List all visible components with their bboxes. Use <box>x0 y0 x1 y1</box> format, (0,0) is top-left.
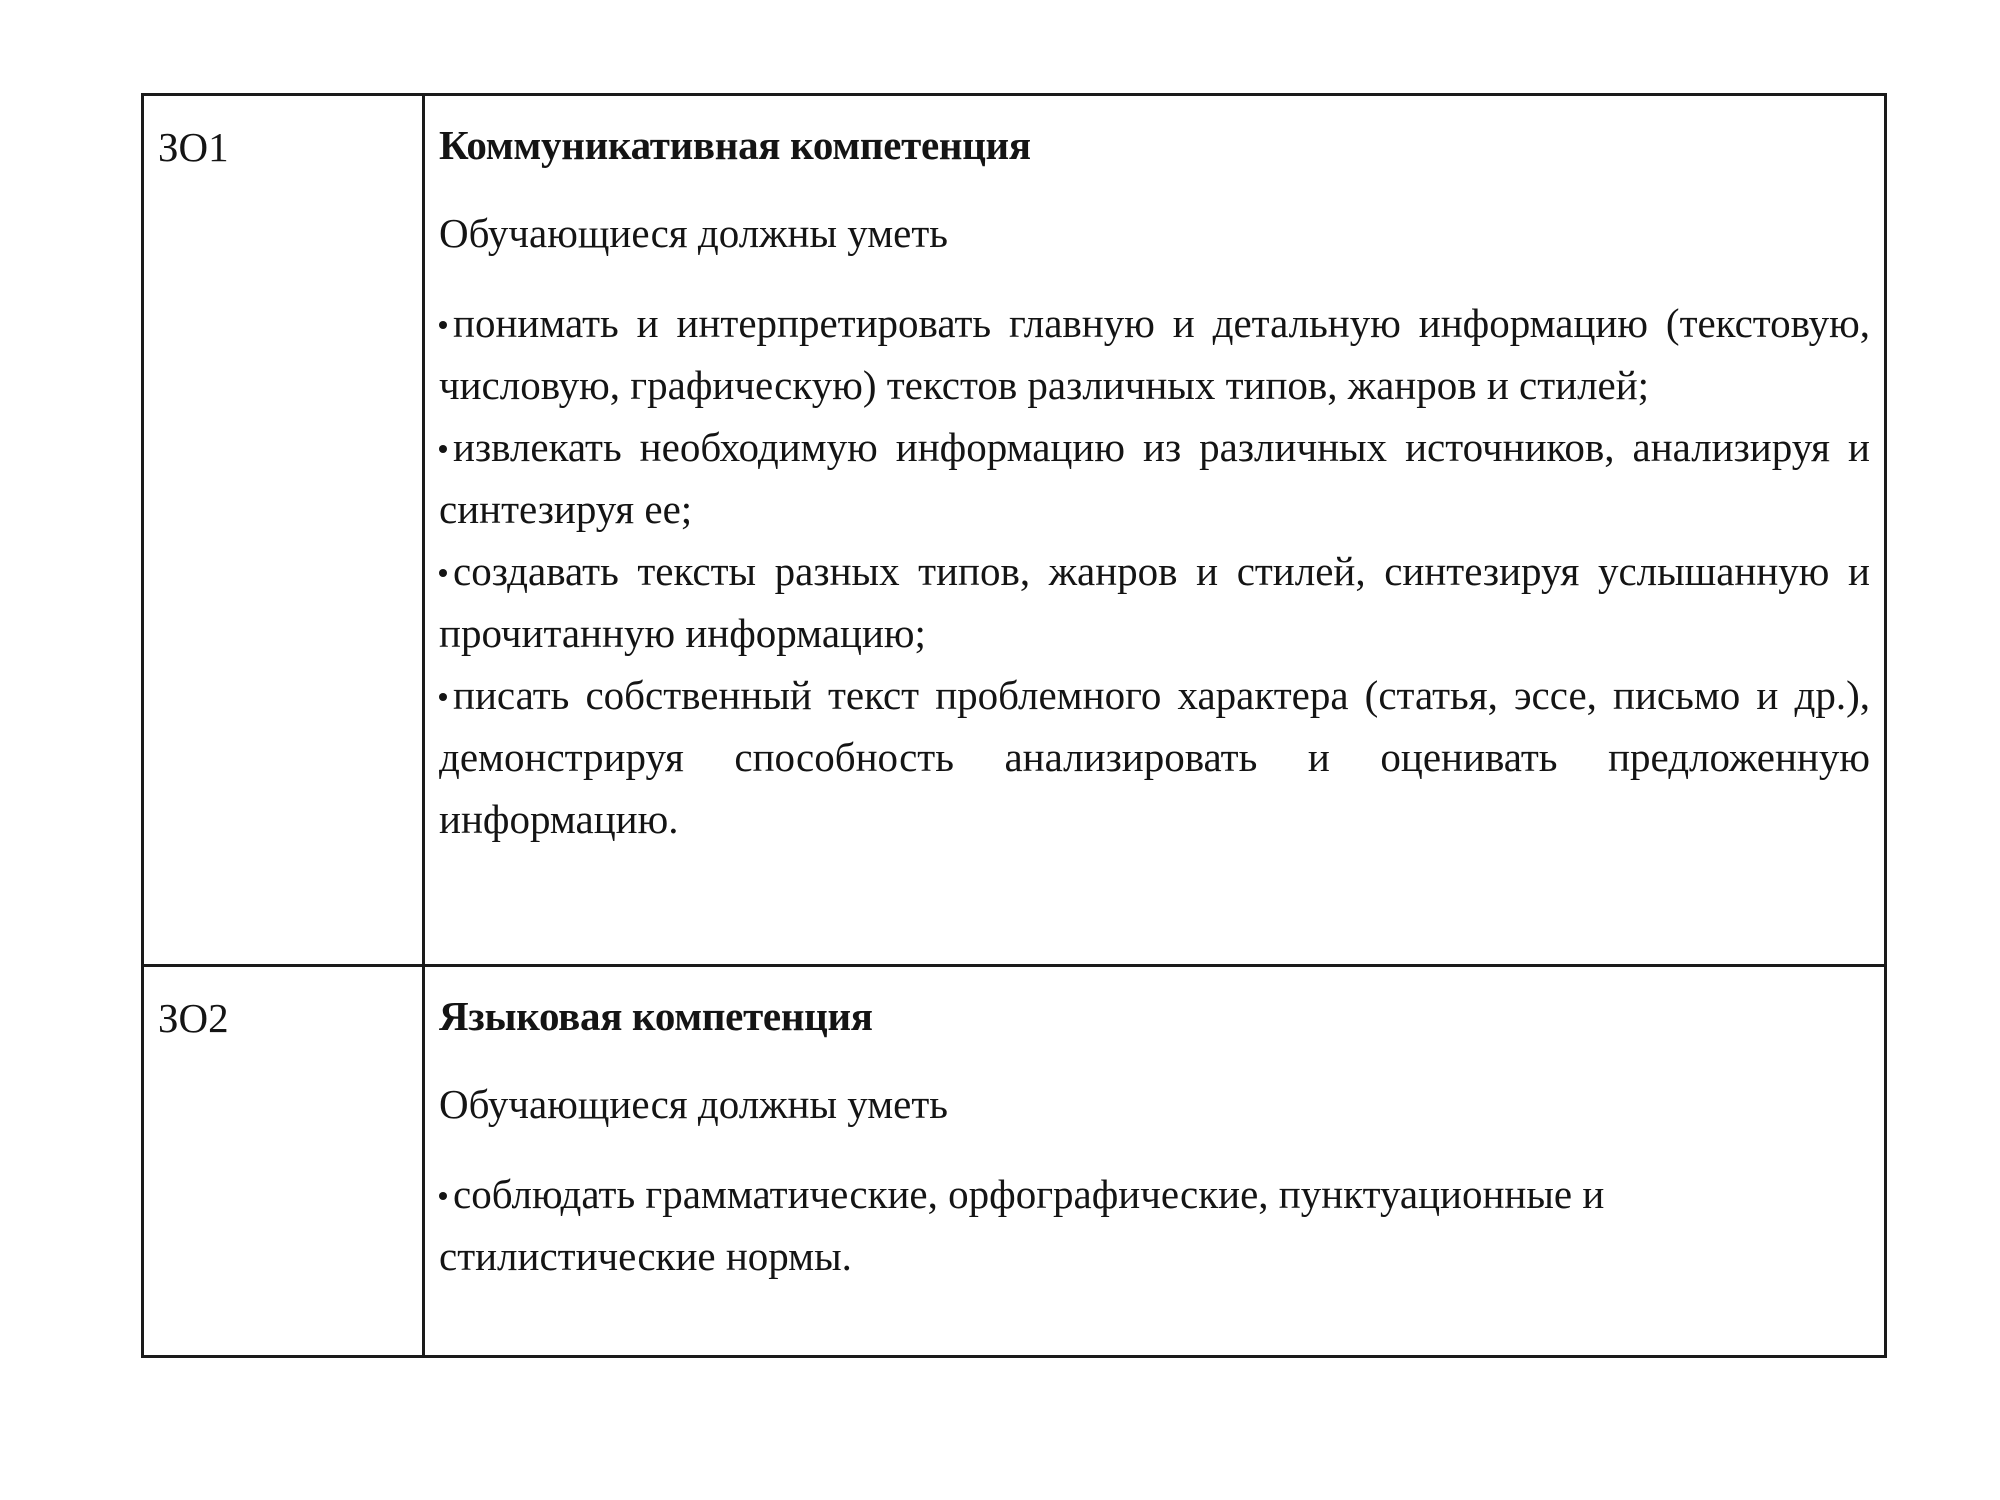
competency-heading: Коммуникативная компетенция <box>439 122 1031 168</box>
skills-list <box>439 1163 1870 1287</box>
content-cell <box>424 95 1886 966</box>
table-row <box>143 966 1886 1357</box>
bullet-icon <box>439 569 447 577</box>
list-item <box>439 1163 1870 1287</box>
code-cell <box>143 95 424 966</box>
skills-list <box>439 292 1870 850</box>
competency-intro: Обучающиеся должны уметь <box>439 1081 948 1127</box>
bullet-icon <box>439 1192 447 1200</box>
code-cell <box>143 966 424 1357</box>
bullet-icon <box>439 445 447 453</box>
list-item-text: понимать и интерпретировать главную и детальную информацию (текстовую, числовую, графическую) текстов различных типов, жанров и стилей; <box>439 300 1870 408</box>
content-cell <box>424 966 1886 1357</box>
bullet-icon <box>439 693 447 701</box>
list-item-text: извлекать необходимую информацию из различных источников, анализируя и синтезируя ее; <box>439 424 1870 532</box>
competencies-table <box>141 93 1887 1358</box>
list-item <box>439 292 1870 416</box>
list-item-text: создавать тексты разных типов, жанров и стилей, синтезируя услышанную и прочитанную информацию; <box>439 548 1870 656</box>
list-item <box>439 416 1870 540</box>
competency-intro: Обучающиеся должны уметь <box>439 210 948 256</box>
list-item-text: соблюдать грамматические, орфографические, пунктуационные и стилистические нормы. <box>439 1171 1605 1279</box>
list-item <box>439 664 1870 850</box>
list-item <box>439 540 1870 664</box>
competency-code: ЗО1 <box>158 124 229 170</box>
competency-heading: Языковая компетенция <box>439 993 873 1039</box>
bullet-icon <box>439 321 447 329</box>
list-item-text: писать собственный текст проблемного характера (статья, эссе, письмо и др.), демонстрируя способность анализировать и оценивать предложенную информацию. <box>439 672 1870 842</box>
competency-code: ЗО2 <box>158 995 229 1041</box>
table-row <box>143 95 1886 966</box>
